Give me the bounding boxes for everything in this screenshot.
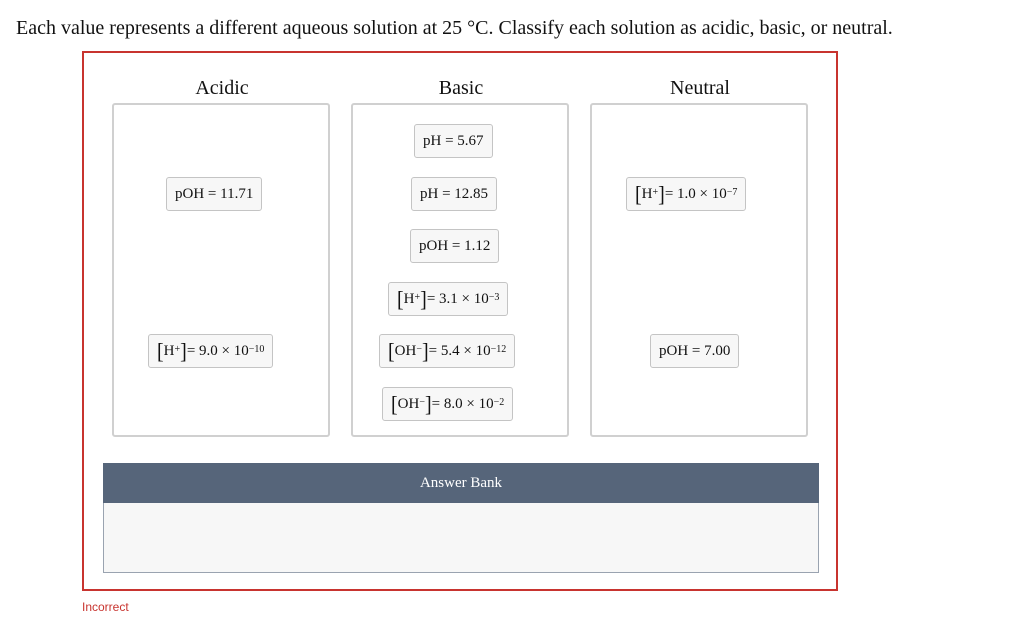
- chip-acidic-h-conc[interactable]: [ H + ] = 9.0 × 10 $^{-10}$: [148, 334, 273, 368]
- chip-neutral-poh[interactable]: pOH = 7.00: [650, 334, 739, 368]
- chip-basic-oh-conc-54[interactable]: [ OH − ] = 5.4 × 10 $^{-12}$: [379, 334, 515, 368]
- acidic-title: Acidic: [195, 77, 249, 99]
- chip-basic-ph-1285[interactable]: pH = 12.85: [411, 177, 497, 211]
- feedback-status: Incorrect: [82, 600, 129, 614]
- basic-bin[interactable]: [351, 103, 569, 437]
- neutral-title: Neutral: [670, 77, 730, 99]
- chip-basic-oh-conc-80[interactable]: [ OH − ] = 8.0 × 10 $^{-2}$: [382, 387, 513, 421]
- answer-bank-area[interactable]: [103, 503, 819, 573]
- chip-acidic-poh[interactable]: pOH = 11.71: [166, 177, 262, 211]
- chip-neutral-h-conc[interactable]: [ H + ] = 1.0 × 10 $^{-7}$: [626, 177, 746, 211]
- basic-title: Basic: [438, 77, 484, 99]
- acidic-bin[interactable]: [112, 103, 330, 437]
- neutral-bin[interactable]: [590, 103, 808, 437]
- chip-basic-h-conc[interactable]: [ H + ] = 3.1 × 10 $^{-3}$: [388, 282, 508, 316]
- chip-basic-ph-567[interactable]: pH = 5.67: [414, 124, 493, 158]
- question-text: Each value represents a different aqueous solution at 25 °C. Classify each solution as acidic, basic, or neutral.: [16, 17, 893, 39]
- classification-panel: [82, 51, 838, 591]
- answer-bank-header: Answer Bank: [103, 463, 819, 503]
- chip-basic-poh-112[interactable]: pOH = 1.12: [410, 229, 499, 263]
